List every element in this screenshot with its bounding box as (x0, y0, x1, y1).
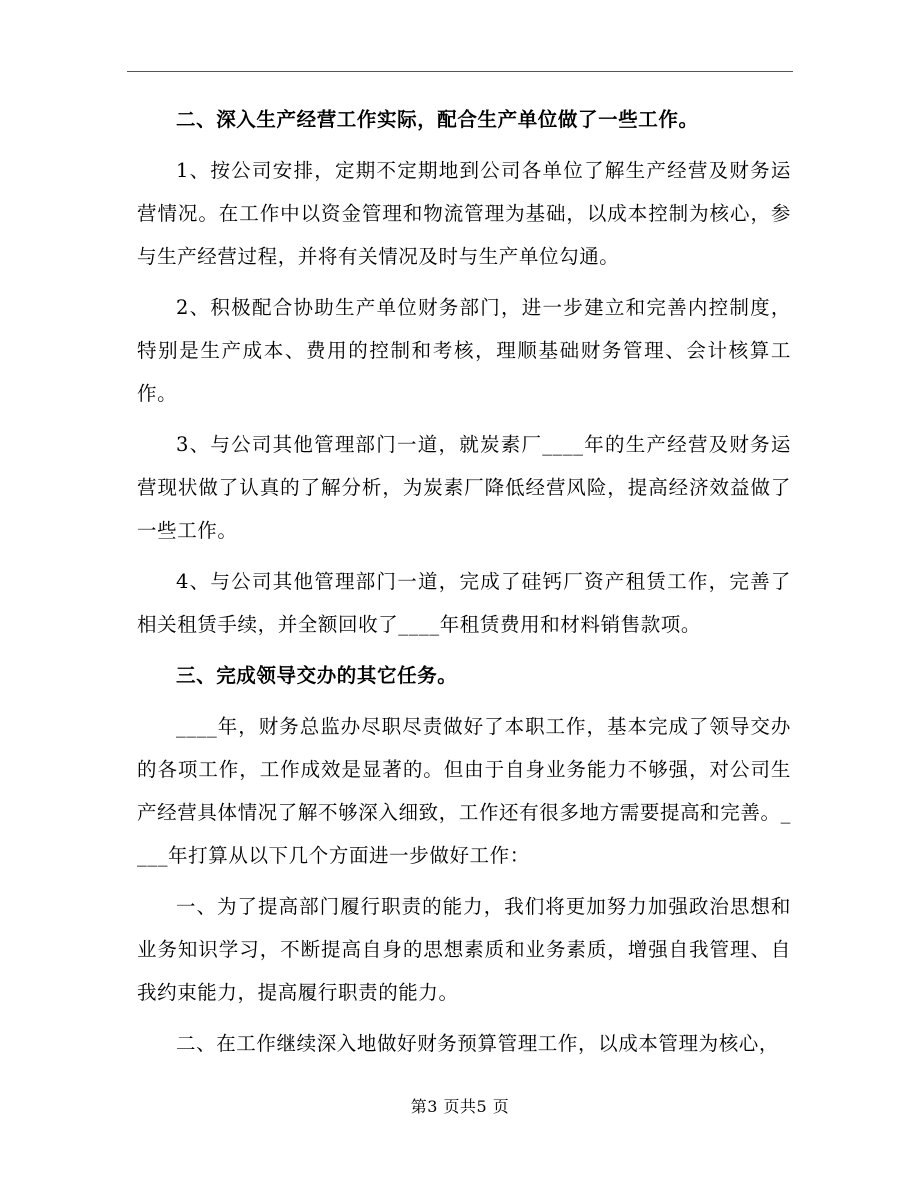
header-rule (127, 71, 793, 72)
paragraph-plan-1: 一、为了提高部门履行职责的能力，我们将更加努力加强政治思想和业务知识学习，不断提高自身的思想素质和业务素质，增强自我管理、自我约束能力，提高履行职责的能力。 (137, 895, 791, 1004)
page-number: 第3 页共5 页 (410, 1097, 510, 1116)
paragraph-summary: ____年，财务总监办尽职尽责做好了本职工作，基本完成了领导交办的各项工作，工作成效是显著的。但由于自身业务能力不够强，对公司生产经营具体情况了解不够深入细致，工作还有很多地方需要提高和完善。____年打算从以下几个方面进一步做好工作： (137, 715, 791, 867)
paragraph-item-3: 3、与公司其他管理部门一道，就炭素厂____年的生产经营及财务运营现状做了认真的了解分析，为炭素厂降低经营风险，提高经济效益做了一些工作。 (137, 433, 791, 542)
document-body (137, 98, 791, 1073)
section-heading-2: 二、深入生产经营工作实际，配合生产单位做了一些工作。 (176, 108, 699, 131)
paragraph-plan-2: 二、在工作继续深入地做好财务预算管理工作，以成本管理为核心， (176, 1032, 780, 1055)
paragraph-item-1: 1、按公司安排，定期不定期地到公司各单位了解生产经营及财务运营情况。在工作中以资金管理和物流管理为基础，以成本控制为核心，参与生产经营过程，并将有关情况及时与生产单位勾通。 (137, 159, 791, 268)
paragraph-item-4: 4、与公司其他管理部门一道，完成了硅钙厂资产租赁工作，完善了相关租赁手续，并全额回收了____年租赁费用和材料销售款项。 (137, 570, 791, 636)
section-heading-3: 三、完成领导交办的其它任务。 (176, 664, 458, 687)
paragraph-item-2: 2、积极配合协助生产单位财务部门，进一步建立和完善内控制度，特别是生产成本、费用的控制和考核，理顺基础财务管理、会计核算工作。 (137, 296, 791, 405)
